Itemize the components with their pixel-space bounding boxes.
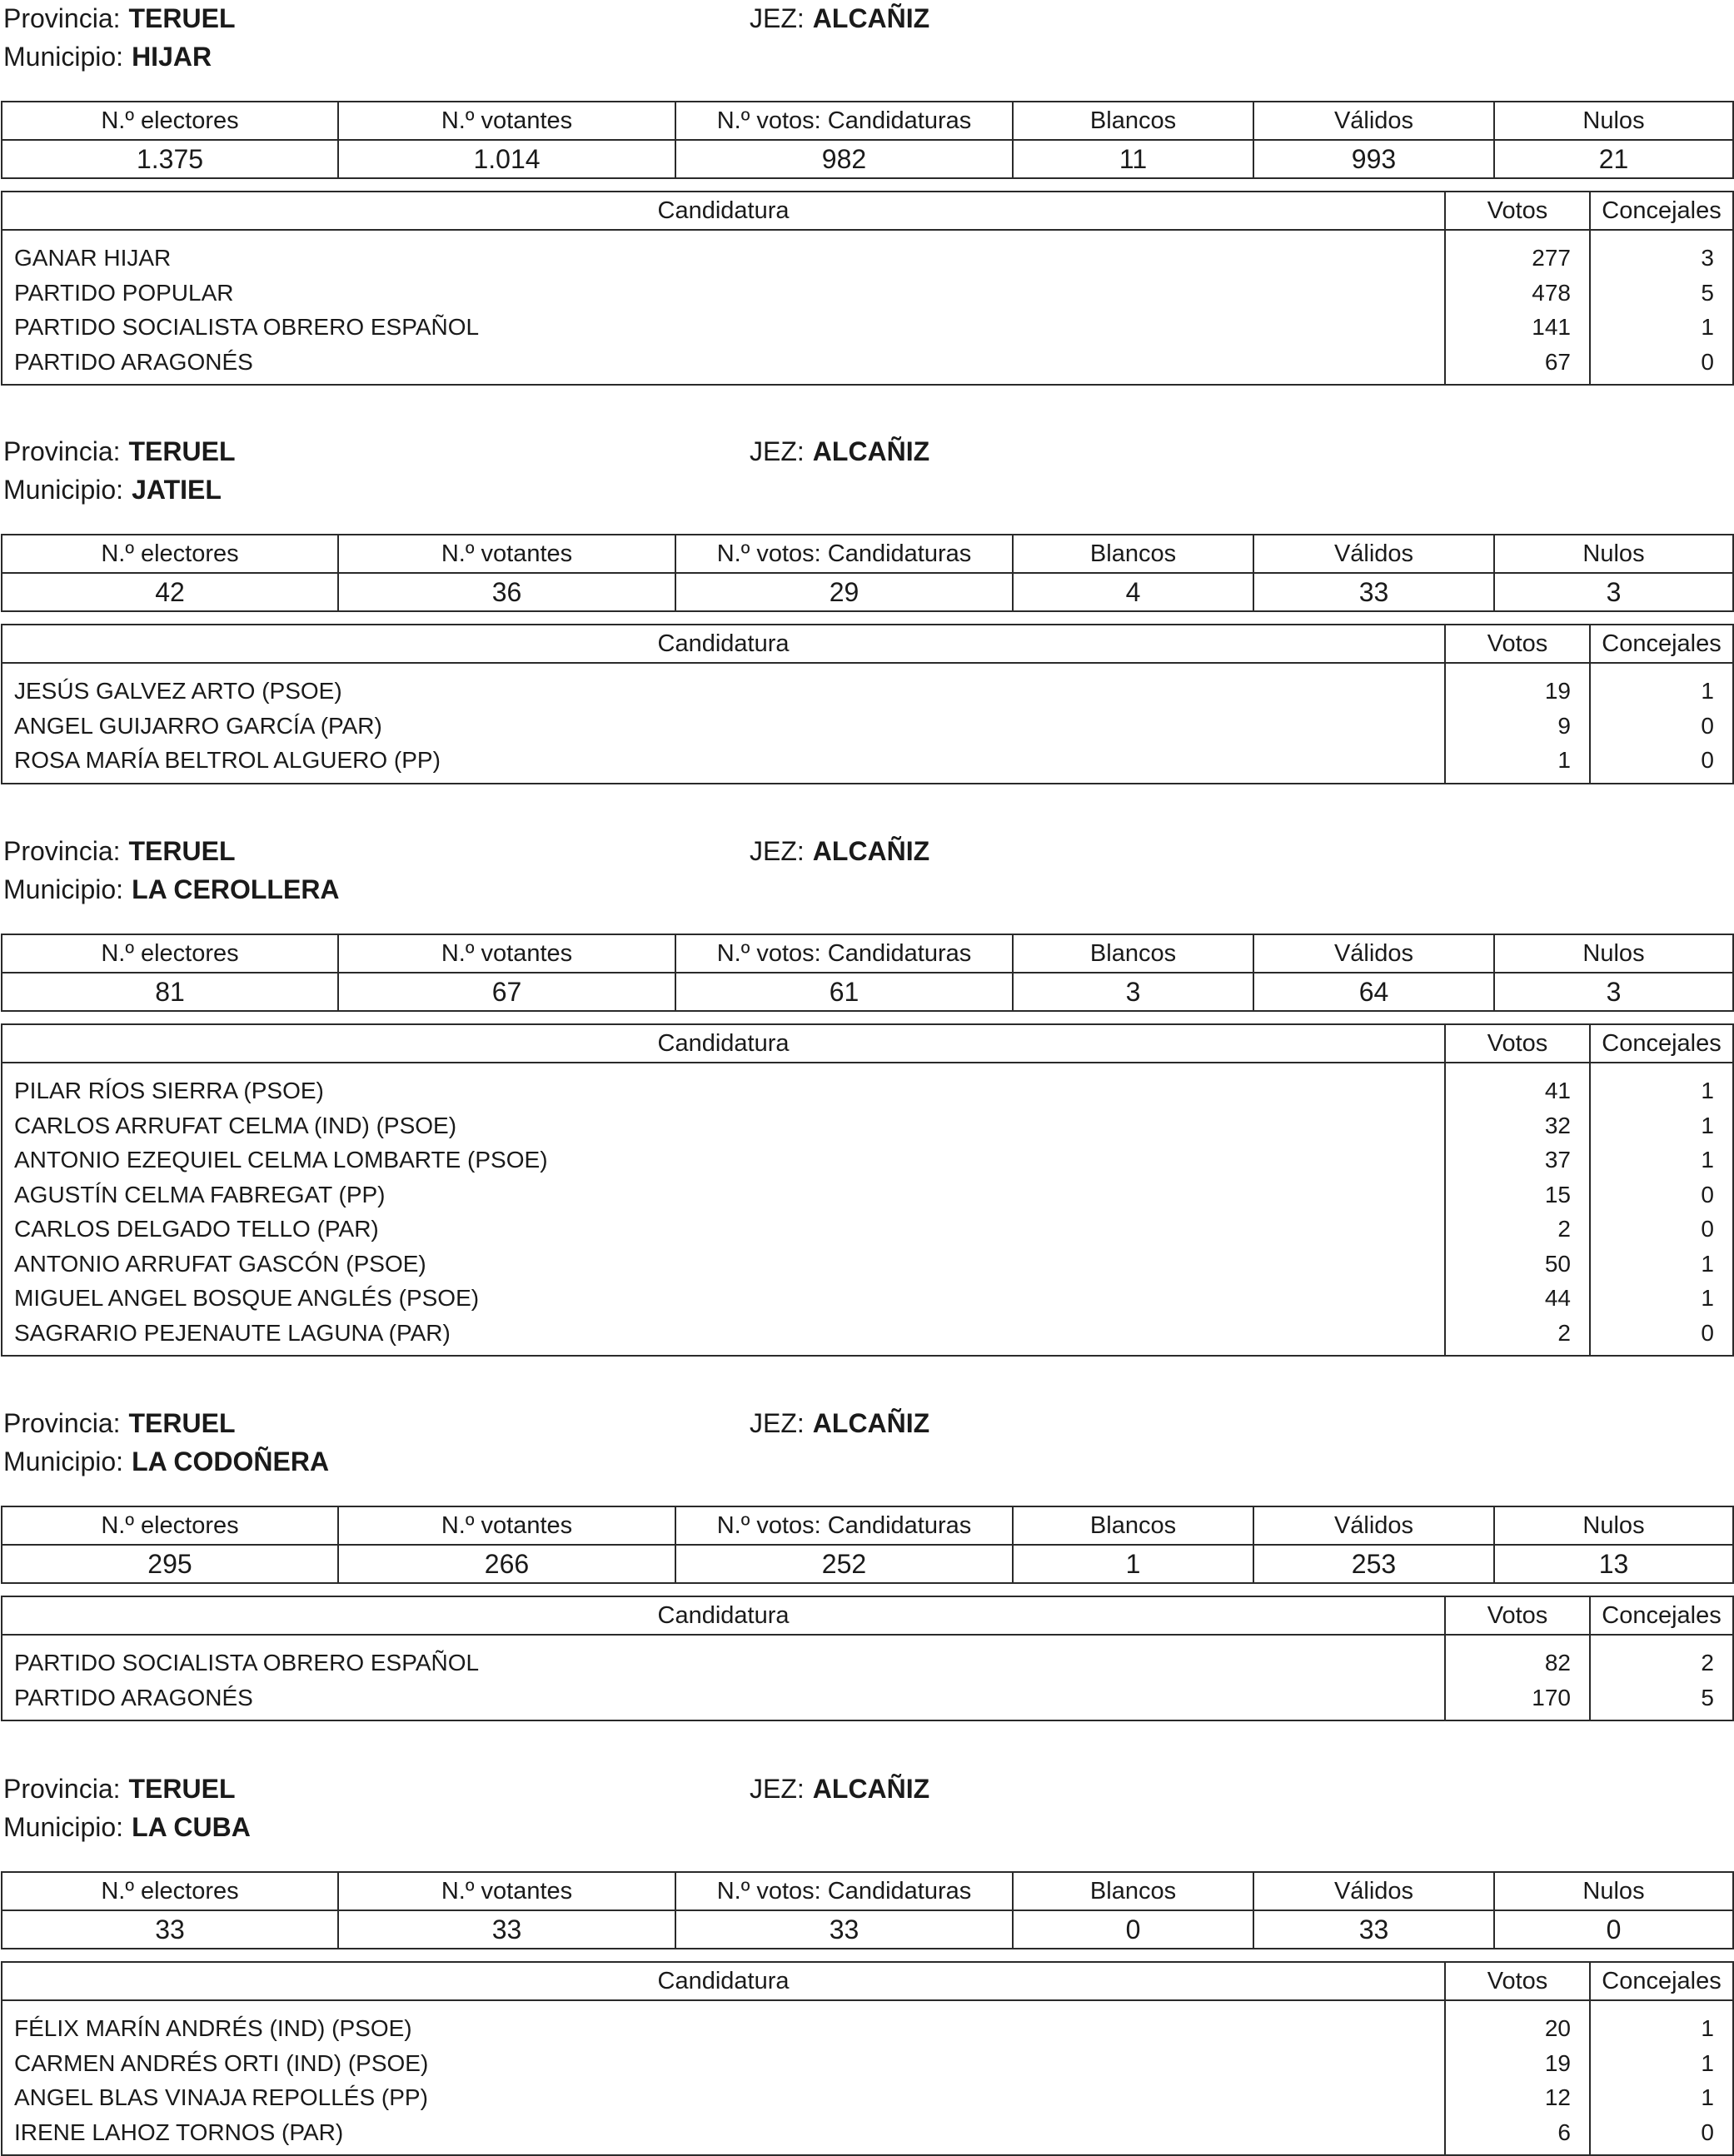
- candidate-votes: 15: [1544, 1181, 1571, 1207]
- candidate-councillors-column: [1590, 1635, 1733, 1720]
- candidate-names-column: [2, 1063, 1445, 1356]
- municipio-value: HIJAR: [132, 42, 212, 72]
- candidate-name: ANGEL GUIJARRO GARCÍA (PAR): [14, 712, 382, 739]
- candidate-votes: 32: [1544, 1112, 1571, 1138]
- validos-value: 993: [1253, 140, 1494, 178]
- jez-line: [750, 834, 929, 868]
- votos-candidaturas-value: 61: [675, 973, 1013, 1011]
- blancos-header: Blancos: [1013, 535, 1253, 573]
- candidate-name: ROSA MARÍA BELTROL ALGUERO (PP): [14, 747, 441, 773]
- jez-value: ALCAÑIZ: [812, 836, 930, 866]
- candidate-votes: 478: [1532, 279, 1571, 306]
- nulos-value: 3: [1494, 973, 1733, 1011]
- municipio-value: LA CODOÑERA: [132, 1446, 330, 1476]
- municipio-line: [3, 1445, 329, 1478]
- candidate-votes: 1: [1557, 747, 1571, 773]
- nulos-value: 3: [1494, 573, 1733, 611]
- candidatura-header: Candidatura: [2, 1962, 1445, 2000]
- votos-candidaturas-value: 29: [675, 573, 1013, 611]
- candidate-councillors: 0: [1701, 1181, 1714, 1207]
- candidate-votes: 19: [1544, 678, 1571, 704]
- candidate-votes: 67: [1544, 348, 1571, 375]
- blancos-header: Blancos: [1013, 934, 1253, 973]
- votantes-value: 36: [338, 573, 675, 611]
- candidatura-table: [1, 1961, 1734, 2156]
- nulos-header: Nulos: [1494, 535, 1733, 573]
- candidate-councillors: 1: [1701, 1078, 1714, 1103]
- votos-header: Votos: [1445, 1596, 1590, 1635]
- validos-header: Válidos: [1253, 1506, 1494, 1545]
- candidate-councillors-column: [1590, 663, 1733, 784]
- municipio-value: LA CEROLLERA: [132, 874, 340, 904]
- validos-value: 33: [1253, 1910, 1494, 1949]
- candidate-name: PARTIDO SOCIALISTA OBRERO ESPAÑOL: [14, 1650, 480, 1676]
- municipio-line: [3, 873, 340, 906]
- candidate-councillors: 0: [1701, 747, 1714, 773]
- candidate-councillors: 1: [1701, 1112, 1714, 1138]
- provincia-value: TERUEL: [128, 1774, 236, 1804]
- electores-value: 33: [2, 1910, 338, 1949]
- candidate-name: CARLOS ARRUFAT CELMA (IND) (PSOE): [14, 1112, 457, 1138]
- provincia-value: TERUEL: [128, 836, 236, 866]
- votantes-header: N.º votantes: [338, 934, 675, 973]
- provincia-line: [3, 1772, 236, 1805]
- candidate-councillors-column: [1590, 230, 1733, 385]
- electores-header: N.º electores: [2, 535, 338, 573]
- candidate-votes: 141: [1532, 314, 1571, 340]
- candidate-councillors: 0: [1701, 348, 1714, 375]
- provincia-value: TERUEL: [128, 1408, 236, 1438]
- votos-candidaturas-header: N.º votos: Candidaturas: [675, 102, 1013, 140]
- stats-table: [1, 1871, 1734, 1949]
- municipio-value: LA CUBA: [132, 1812, 251, 1842]
- provincia-label: Provincia:: [3, 1408, 121, 1438]
- candidatura-table: [1, 191, 1734, 386]
- blancos-value: 1: [1013, 1545, 1253, 1583]
- candidate-councillors: 0: [1701, 1319, 1714, 1346]
- municipio-label: Municipio:: [3, 475, 124, 505]
- municipio-line: [3, 40, 212, 73]
- blancos-value: 4: [1013, 573, 1253, 611]
- votos-candidaturas-header: N.º votos: Candidaturas: [675, 535, 1013, 573]
- candidate-votes: 41: [1544, 1078, 1571, 1103]
- candidate-name: GANAR HIJAR: [14, 245, 172, 271]
- candidate-votes: 277: [1532, 245, 1571, 271]
- blancos-header: Blancos: [1013, 102, 1253, 140]
- validos-header: Válidos: [1253, 1872, 1494, 1910]
- candidate-votes: 6: [1557, 2119, 1571, 2145]
- candidate-votes: 82: [1544, 1650, 1571, 1676]
- candidate-name: AGUSTÍN CELMA FABREGAT (PP): [14, 1181, 386, 1207]
- nulos-header: Nulos: [1494, 1506, 1733, 1545]
- validos-value: 253: [1253, 1545, 1494, 1583]
- candidate-name: ANGEL BLAS VINAJA REPOLLÉS (PP): [14, 2084, 428, 2110]
- candidate-name: ANTONIO ARRUFAT GASCÓN (PSOE): [14, 1250, 426, 1277]
- concejales-header: Concejales: [1590, 1596, 1733, 1635]
- candidatura-table: [1, 1023, 1734, 1357]
- votos-candidaturas-header: N.º votos: Candidaturas: [675, 934, 1013, 973]
- votantes-header: N.º votantes: [338, 102, 675, 140]
- electores-value: 81: [2, 973, 338, 1011]
- candidate-name: FÉLIX MARÍN ANDRÉS (IND) (PSOE): [14, 2015, 412, 2041]
- stats-table: [1, 1506, 1734, 1584]
- concejales-header: Concejales: [1590, 625, 1733, 663]
- votos-candidaturas-header: N.º votos: Candidaturas: [675, 1506, 1013, 1545]
- candidate-votes-column: [1445, 2000, 1590, 2155]
- candidate-councillors: 5: [1701, 1684, 1714, 1710]
- validos-value: 64: [1253, 973, 1494, 1011]
- blancos-value: 11: [1013, 140, 1253, 178]
- candidate-votes: 2: [1557, 1319, 1571, 1346]
- provincia-label: Provincia:: [3, 1774, 121, 1804]
- votos-candidaturas-value: 982: [675, 140, 1013, 178]
- provincia-label: Provincia:: [3, 836, 121, 866]
- jez-value: ALCAÑIZ: [812, 1774, 930, 1804]
- candidate-names-column: [2, 2000, 1445, 2155]
- votos-header: Votos: [1445, 1962, 1590, 2000]
- electores-header: N.º electores: [2, 934, 338, 973]
- validos-header: Válidos: [1253, 102, 1494, 140]
- candidate-votes: 44: [1544, 1285, 1571, 1311]
- candidate-name: ANTONIO EZEQUIEL CELMA LOMBARTE (PSOE): [14, 1147, 548, 1173]
- votos-candidaturas-header: N.º votos: Candidaturas: [675, 1872, 1013, 1910]
- candidate-votes-column: [1445, 1635, 1590, 1720]
- candidate-name: PARTIDO POPULAR: [14, 279, 234, 306]
- candidate-councillors-column: [1590, 1063, 1733, 1356]
- candidate-name: MIGUEL ANGEL BOSQUE ANGLÉS (PSOE): [14, 1285, 480, 1311]
- candidate-votes: 19: [1544, 2049, 1571, 2076]
- jez-line: [750, 1407, 929, 1440]
- municipio-line: [3, 1810, 251, 1844]
- provincia-line: [3, 2, 236, 35]
- provincia-line: [3, 1407, 236, 1440]
- votos-header: Votos: [1445, 1024, 1590, 1063]
- candidate-councillors: 1: [1701, 1147, 1714, 1173]
- candidate-votes: 37: [1544, 1147, 1571, 1173]
- candidate-name: PARTIDO SOCIALISTA OBRERO ESPAÑOL: [14, 314, 480, 340]
- candidate-name: PILAR RÍOS SIERRA (PSOE): [14, 1078, 324, 1103]
- concejales-header: Concejales: [1590, 1962, 1733, 2000]
- jez-label: JEZ:: [750, 436, 805, 466]
- candidatura-header: Candidatura: [2, 1596, 1445, 1635]
- candidate-councillors: 0: [1701, 712, 1714, 739]
- provincia-value: TERUEL: [128, 3, 236, 33]
- candidatura-header: Candidatura: [2, 625, 1445, 663]
- blancos-value: 0: [1013, 1910, 1253, 1949]
- provincia-line: [3, 834, 236, 868]
- candidate-votes: 50: [1544, 1250, 1571, 1277]
- votantes-value: 1.014: [338, 140, 675, 178]
- blancos-header: Blancos: [1013, 1872, 1253, 1910]
- candidatura-table: [1, 624, 1734, 784]
- candidate-councillors: 5: [1701, 279, 1714, 306]
- jez-value: ALCAÑIZ: [812, 436, 930, 466]
- candidate-votes-column: [1445, 230, 1590, 385]
- nulos-header: Nulos: [1494, 934, 1733, 973]
- votantes-value: 33: [338, 1910, 675, 1949]
- candidate-councillors: 0: [1701, 1216, 1714, 1242]
- jez-line: [750, 435, 929, 468]
- jez-label: JEZ:: [750, 836, 805, 866]
- votantes-value: 266: [338, 1545, 675, 1583]
- votos-header: Votos: [1445, 192, 1590, 230]
- jez-value: ALCAÑIZ: [812, 3, 930, 33]
- candidate-councillors: 0: [1701, 2119, 1714, 2145]
- concejales-header: Concejales: [1590, 192, 1733, 230]
- candidate-name: SAGRARIO PEJENAUTE LAGUNA (PAR): [14, 1319, 451, 1346]
- candidate-votes: 2: [1557, 1216, 1571, 1242]
- votantes-header: N.º votantes: [338, 535, 675, 573]
- candidate-votes: 170: [1532, 1684, 1571, 1710]
- stats-table: [1, 934, 1734, 1012]
- candidatura-table: [1, 1596, 1734, 1721]
- validos-header: Válidos: [1253, 934, 1494, 973]
- validos-value: 33: [1253, 573, 1494, 611]
- candidatura-header: Candidatura: [2, 192, 1445, 230]
- candidate-councillors: 1: [1701, 314, 1714, 340]
- votos-candidaturas-value: 252: [675, 1545, 1013, 1583]
- municipio-line: [3, 473, 222, 506]
- candidate-votes-column: [1445, 1063, 1590, 1356]
- provincia-label: Provincia:: [3, 436, 121, 466]
- validos-header: Válidos: [1253, 535, 1494, 573]
- candidate-councillors: 3: [1701, 245, 1714, 271]
- nulos-header: Nulos: [1494, 102, 1733, 140]
- municipio-value: JATIEL: [132, 475, 222, 505]
- electores-value: 1.375: [2, 140, 338, 178]
- electores-value: 42: [2, 573, 338, 611]
- candidate-names-column: [2, 663, 1445, 784]
- municipio-label: Municipio:: [3, 42, 124, 72]
- stats-table: [1, 534, 1734, 612]
- votos-candidaturas-value: 33: [675, 1910, 1013, 1949]
- concejales-header: Concejales: [1590, 1024, 1733, 1063]
- candidate-name: JESÚS GALVEZ ARTO (PSOE): [14, 678, 342, 704]
- jez-label: JEZ:: [750, 3, 805, 33]
- candidate-councillors: 1: [1701, 2084, 1714, 2110]
- candidate-name: PARTIDO ARAGONÉS: [14, 348, 253, 375]
- candidate-councillors: 2: [1701, 1650, 1714, 1676]
- candidatura-header: Candidatura: [2, 1024, 1445, 1063]
- electores-header: N.º electores: [2, 1872, 338, 1910]
- candidate-councillors: 1: [1701, 678, 1714, 704]
- nulos-value: 0: [1494, 1910, 1733, 1949]
- provincia-line: [3, 435, 236, 468]
- candidate-votes: 9: [1557, 712, 1571, 739]
- jez-label: JEZ:: [750, 1774, 805, 1804]
- candidate-councillors: 1: [1701, 2049, 1714, 2076]
- municipio-label: Municipio:: [3, 1812, 124, 1842]
- provincia-label: Provincia:: [3, 3, 121, 33]
- votantes-header: N.º votantes: [338, 1506, 675, 1545]
- municipio-label: Municipio:: [3, 1446, 124, 1476]
- electores-header: N.º electores: [2, 1506, 338, 1545]
- votos-header: Votos: [1445, 625, 1590, 663]
- blancos-header: Blancos: [1013, 1506, 1253, 1545]
- blancos-value: 3: [1013, 973, 1253, 1011]
- municipio-label: Municipio:: [3, 874, 124, 904]
- candidate-name: CARLOS DELGADO TELLO (PAR): [14, 1216, 379, 1242]
- candidate-councillors: 1: [1701, 2015, 1714, 2041]
- jez-line: [750, 2, 929, 35]
- candidate-votes: 12: [1544, 2084, 1571, 2110]
- candidate-councillors: 1: [1701, 1250, 1714, 1277]
- candidate-names-column: [2, 1635, 1445, 1720]
- jez-line: [750, 1772, 929, 1805]
- provincia-value: TERUEL: [128, 436, 236, 466]
- candidate-councillors: 1: [1701, 1285, 1714, 1311]
- nulos-value: 21: [1494, 140, 1733, 178]
- nulos-header: Nulos: [1494, 1872, 1733, 1910]
- electores-header: N.º electores: [2, 102, 338, 140]
- candidate-name: CARMEN ANDRÉS ORTI (IND) (PSOE): [14, 2049, 429, 2076]
- votantes-header: N.º votantes: [338, 1872, 675, 1910]
- candidate-name: IRENE LAHOZ TORNOS (PAR): [14, 2119, 344, 2145]
- electores-value: 295: [2, 1545, 338, 1583]
- stats-table: [1, 101, 1734, 179]
- candidate-votes-column: [1445, 663, 1590, 784]
- candidate-councillors-column: [1590, 2000, 1733, 2155]
- candidate-votes: 20: [1544, 2015, 1571, 2041]
- candidate-name: PARTIDO ARAGONÉS: [14, 1684, 253, 1710]
- candidate-names-column: [2, 230, 1445, 385]
- jez-label: JEZ:: [750, 1408, 805, 1438]
- jez-value: ALCAÑIZ: [812, 1408, 930, 1438]
- nulos-value: 13: [1494, 1545, 1733, 1583]
- votantes-value: 67: [338, 973, 675, 1011]
